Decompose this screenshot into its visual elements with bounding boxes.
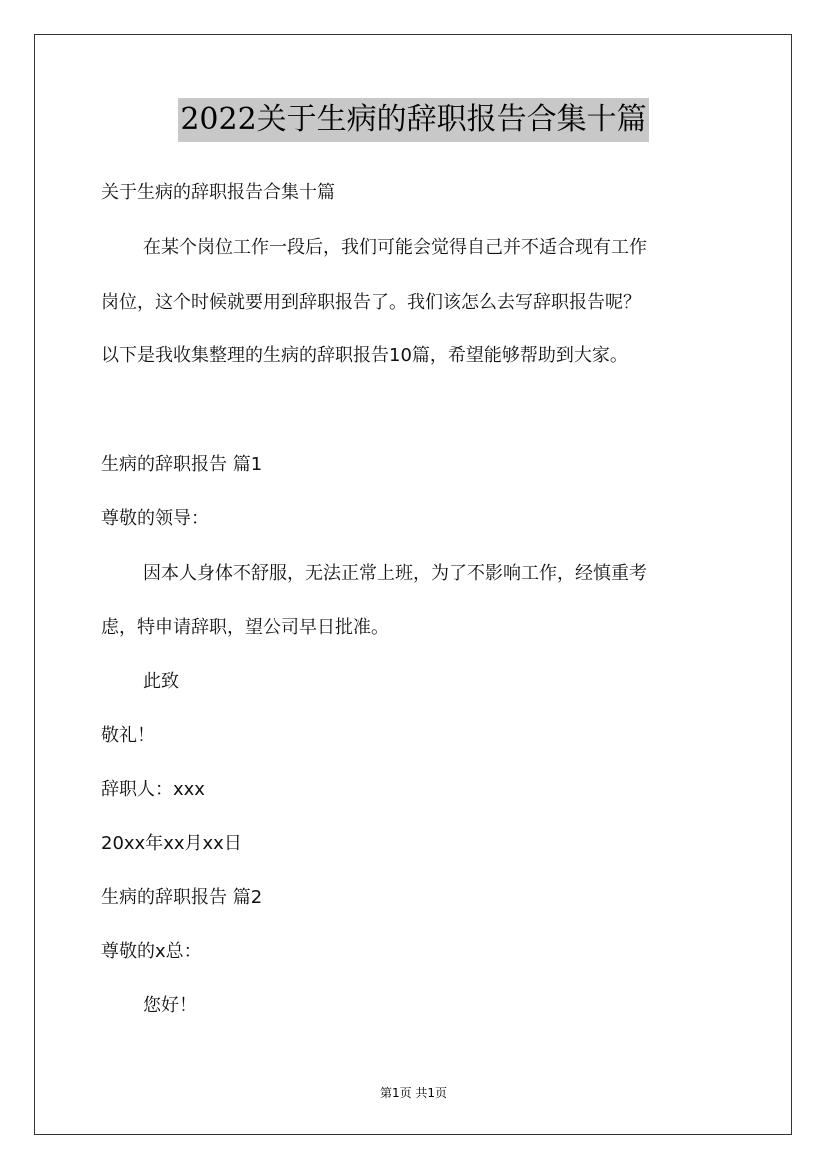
article1-date: 20xx年xx月xx日 bbox=[101, 833, 242, 854]
document-subtitle: 关于生病的辞职报告合集十篇 bbox=[101, 182, 335, 203]
article1-body-line-2: 虑，特申请辞职，望公司早日批准。 bbox=[101, 617, 389, 638]
article1-salutation: 尊敬的领导： bbox=[101, 508, 209, 529]
document-title: 2022关于生病的辞职报告合集十篇 bbox=[178, 98, 648, 142]
article2-heading: 生病的辞职报告 篇2 bbox=[101, 887, 263, 908]
intro-line-1: 在某个岗位工作一段后，我们可能会觉得自己并不适合现有工作 bbox=[143, 237, 647, 258]
article2-greeting: 您好！ bbox=[143, 995, 197, 1016]
article1-heading: 生病的辞职报告 篇1 bbox=[101, 454, 263, 475]
intro-line-3: 以下是我收集整理的生病的辞职报告10篇，希望能够帮助到大家。 bbox=[101, 345, 628, 366]
intro-line-2: 岗位，这个时候就要用到辞职报告了。我们该怎么去写辞职报告呢？ bbox=[101, 292, 641, 313]
article1-body-line-1: 因本人身体不舒服，无法正常上班，为了不影响工作，经慎重考 bbox=[143, 563, 647, 584]
page-footer: 第1页 共1页 bbox=[379, 1086, 448, 1100]
article2-salutation: 尊敬的x总： bbox=[101, 941, 202, 962]
article1-closing-1: 此致 bbox=[143, 671, 179, 692]
title-container bbox=[0, 98, 827, 142]
article1-signer: 辞职人：xxx bbox=[101, 779, 205, 800]
article1-closing-2: 敬礼！ bbox=[101, 725, 155, 746]
